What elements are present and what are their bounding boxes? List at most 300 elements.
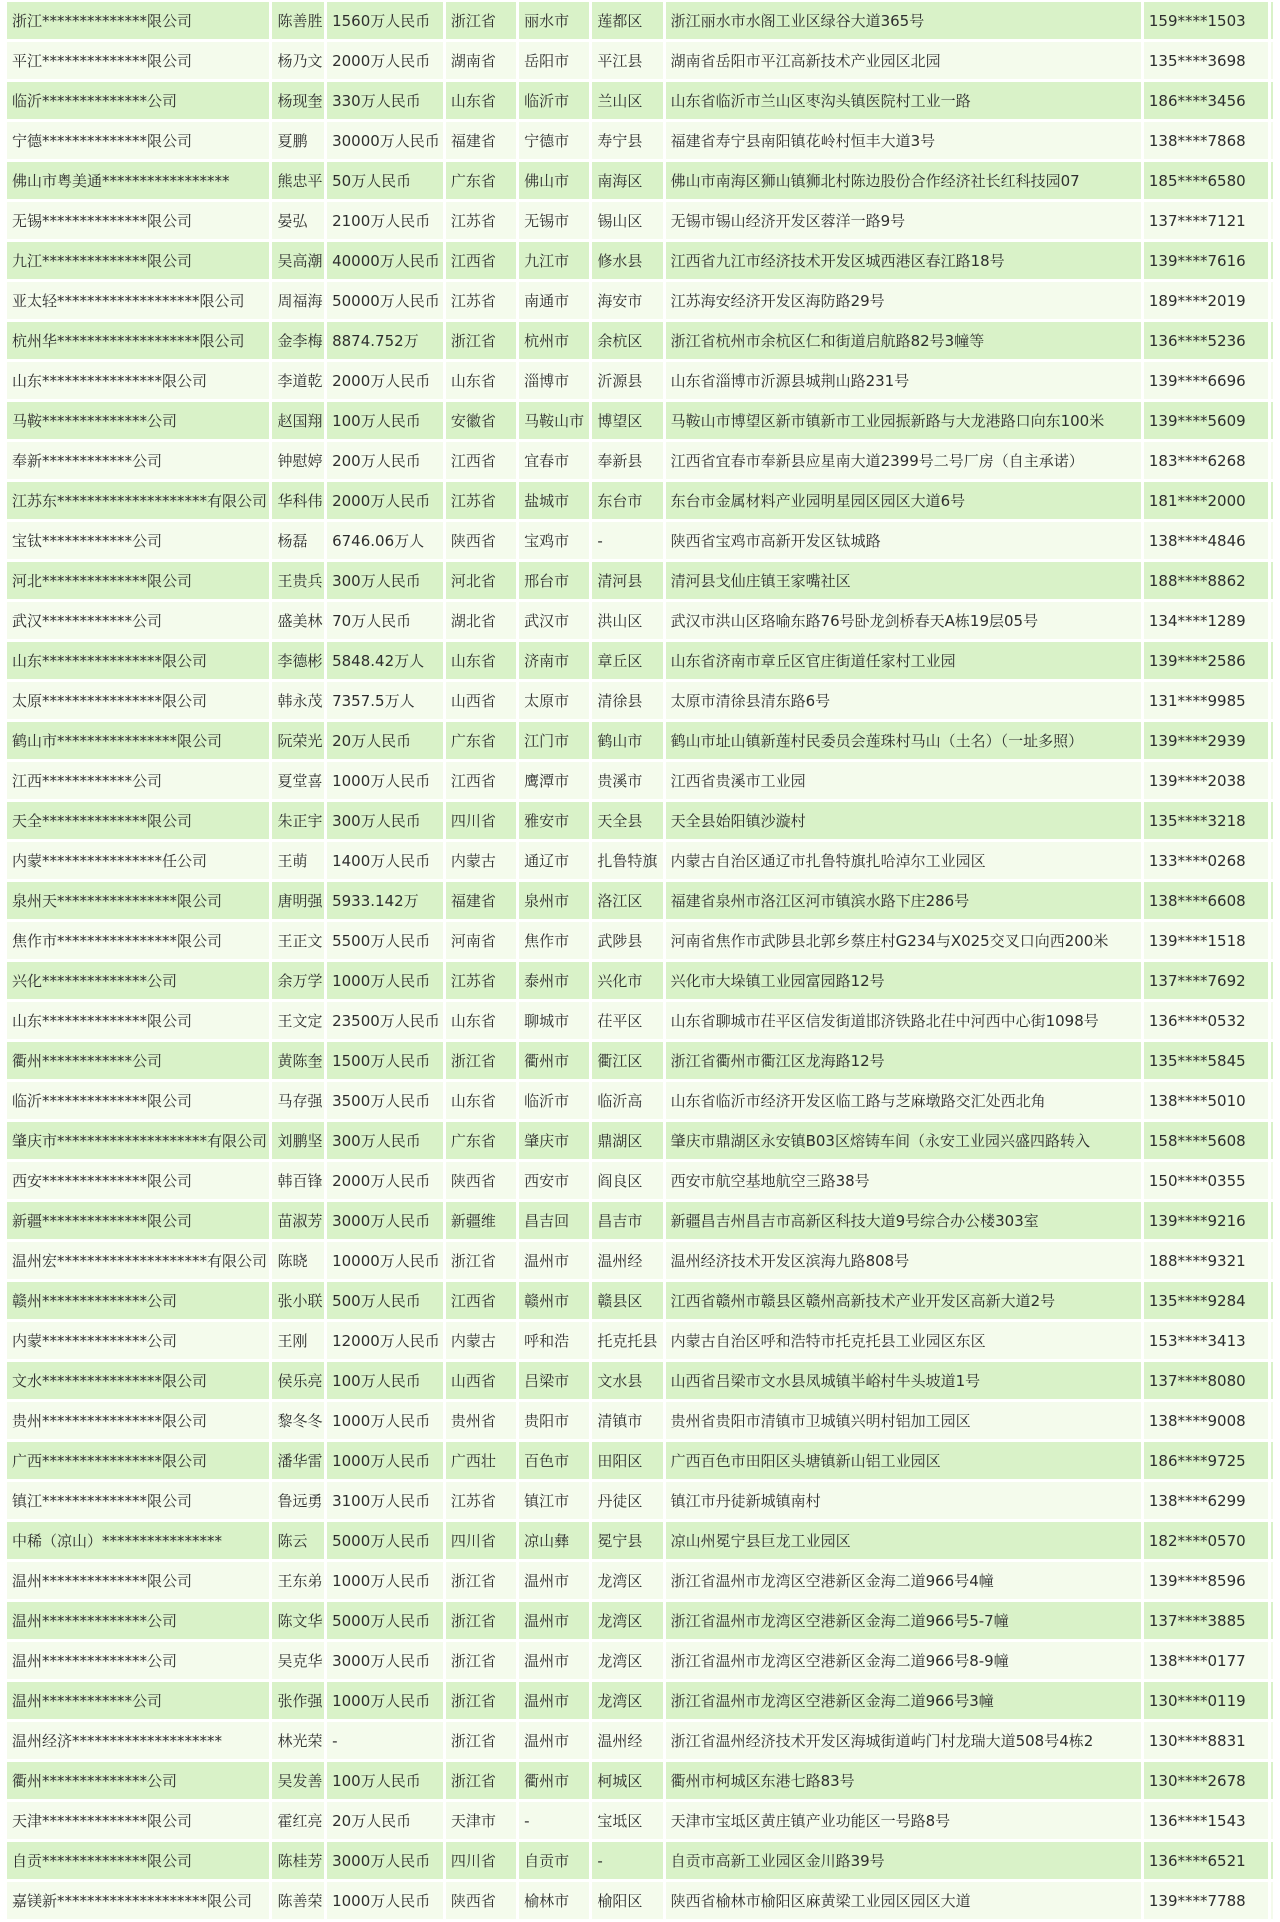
row-end-cell	[1271, 522, 1273, 559]
address-cell: 武汉市洪山区珞喻东路76号卧龙剑桥春天A栋19层05号	[666, 602, 1141, 639]
row-end-cell	[1271, 242, 1273, 279]
phone-cell: 135****3698	[1144, 42, 1268, 79]
table-row	[7, 882, 1273, 919]
registered-capital-cell: 1400万人民币	[327, 842, 443, 879]
table-row	[7, 1522, 1273, 1559]
province-cell: 山东省	[446, 82, 516, 119]
district-cell: 临沂高	[592, 1082, 662, 1119]
company-name-cell: 佛山市粤美通*****************	[7, 162, 269, 199]
district-cell: 奉新县	[592, 442, 662, 479]
table-row	[7, 802, 1273, 839]
province-cell: 浙江省	[446, 322, 516, 359]
company-name-cell: 赣州**************公司	[7, 1282, 269, 1319]
district-cell: 龙湾区	[592, 1682, 662, 1719]
address-cell: 衢州市柯城区东港七路83号	[666, 1762, 1141, 1799]
district-cell: 余杭区	[592, 322, 662, 359]
phone-cell: 139****1518	[1144, 922, 1268, 959]
registered-capital-cell: 2100万人民币	[327, 202, 443, 239]
phone-cell: 188****8862	[1144, 562, 1268, 599]
registered-capital-cell: 10000万人民币	[327, 1242, 443, 1279]
phone-cell: 135****3218	[1144, 802, 1268, 839]
city-cell: 马鞍山市	[519, 402, 589, 439]
row-end-cell	[1271, 1282, 1273, 1319]
province-cell: 天津市	[446, 1802, 516, 1839]
district-cell: 茌平区	[592, 1002, 662, 1039]
company-name-cell: 江西************公司	[7, 762, 269, 799]
table-row	[7, 1682, 1273, 1719]
phone-cell: 135****9284	[1144, 1282, 1268, 1319]
row-end-cell	[1271, 402, 1273, 439]
table-row	[7, 162, 1273, 199]
province-cell: 陕西省	[446, 522, 516, 559]
province-cell: 安徽省	[446, 402, 516, 439]
phone-cell: 139****2586	[1144, 642, 1268, 679]
row-end-cell	[1271, 202, 1273, 239]
company-name-cell: 焦作市****************限公司	[7, 922, 269, 959]
company-name-cell: 贵州****************限公司	[7, 1402, 269, 1439]
phone-cell: 186****3456	[1144, 82, 1268, 119]
legal-rep-cell: 刘鹏坚	[272, 1122, 324, 1159]
address-cell: 天津市宝坻区黄庄镇产业功能区一号路8号	[666, 1802, 1141, 1839]
district-cell: 鹤山市	[592, 722, 662, 759]
city-cell: 榆林市	[519, 1882, 589, 1919]
company-name-cell: 镇江**************限公司	[7, 1482, 269, 1519]
city-cell: 通辽市	[519, 842, 589, 879]
row-end-cell	[1271, 1442, 1273, 1479]
district-cell: 章丘区	[592, 642, 662, 679]
province-cell: 内蒙古	[446, 842, 516, 879]
province-cell: 内蒙古	[446, 1322, 516, 1359]
address-cell: 新疆昌吉州昌吉市高新区科技大道9号综合办公楼303室	[666, 1202, 1141, 1239]
row-end-cell	[1271, 282, 1273, 319]
district-cell: 平江县	[592, 42, 662, 79]
city-cell: 武汉市	[519, 602, 589, 639]
province-cell: 山东省	[446, 362, 516, 399]
legal-rep-cell: 林光荣	[272, 1722, 324, 1759]
company-name-cell: 温州**************限公司	[7, 1562, 269, 1599]
province-cell: 湖南省	[446, 42, 516, 79]
district-cell: 龙湾区	[592, 1562, 662, 1599]
row-end-cell	[1271, 1402, 1273, 1439]
row-end-cell	[1271, 842, 1273, 879]
phone-cell: 139****7616	[1144, 242, 1268, 279]
address-cell: 河南省焦作市武陟县北郭乡蔡庄村G234与X025交叉口向西200米	[666, 922, 1141, 959]
legal-rep-cell: 赵国翔	[272, 402, 324, 439]
registered-capital-cell: 100万人民币	[327, 1762, 443, 1799]
phone-cell: 181****2000	[1144, 482, 1268, 519]
province-cell: 江苏省	[446, 202, 516, 239]
registered-capital-cell: 8874.752万	[327, 322, 443, 359]
registered-capital-cell: 3000万人民币	[327, 1642, 443, 1679]
company-name-cell: 衢州**************公司	[7, 1762, 269, 1799]
district-cell: 龙湾区	[592, 1602, 662, 1639]
district-cell: 兴化市	[592, 962, 662, 999]
district-cell: 南海区	[592, 162, 662, 199]
address-cell: 浙江丽水市水阁工业区绿谷大道365号	[666, 2, 1141, 39]
registered-capital-cell: 40000万人民币	[327, 242, 443, 279]
registered-capital-cell: 100万人民币	[327, 1362, 443, 1399]
district-cell: 赣县区	[592, 1282, 662, 1319]
table-row	[7, 1882, 1273, 1919]
phone-cell: 135****5845	[1144, 1042, 1268, 1079]
address-cell: 佛山市南海区狮山镇狮北村陈边股份合作经济社长红科技园07	[666, 162, 1141, 199]
company-name-cell: 广西****************限公司	[7, 1442, 269, 1479]
province-cell: 广西壮	[446, 1442, 516, 1479]
company-name-cell: 嘉镁新********************限公司	[7, 1882, 269, 1919]
legal-rep-cell: 李德彬	[272, 642, 324, 679]
district-cell: 沂源县	[592, 362, 662, 399]
row-end-cell	[1271, 1642, 1273, 1679]
city-cell: 衢州市	[519, 1762, 589, 1799]
phone-cell: 138****6608	[1144, 882, 1268, 919]
city-cell: 淄博市	[519, 362, 589, 399]
city-cell: 佛山市	[519, 162, 589, 199]
district-cell: 海安市	[592, 282, 662, 319]
province-cell: 河北省	[446, 562, 516, 599]
phone-cell: 138****7868	[1144, 122, 1268, 159]
table-row	[7, 1722, 1273, 1759]
company-name-cell: 无锡**************限公司	[7, 202, 269, 239]
district-cell: 洛江区	[592, 882, 662, 919]
province-cell: 江苏省	[446, 282, 516, 319]
city-cell: 焦作市	[519, 922, 589, 959]
company-name-cell: 江苏东********************有限公司	[7, 482, 269, 519]
phone-cell: 138****5010	[1144, 1082, 1268, 1119]
company-name-cell: 浙江**************限公司	[7, 2, 269, 39]
row-end-cell	[1271, 562, 1273, 599]
registered-capital-cell: 23500万人民币	[327, 1002, 443, 1039]
address-cell: 山东省临沂市经济开发区临工路与芝麻墩路交汇处西北角	[666, 1082, 1141, 1119]
table-row	[7, 642, 1273, 679]
legal-rep-cell: 王东弟	[272, 1562, 324, 1599]
table-row	[7, 1322, 1273, 1359]
city-cell: 镇江市	[519, 1482, 589, 1519]
table-row	[7, 1042, 1273, 1079]
table-row	[7, 1642, 1273, 1679]
row-end-cell	[1271, 1322, 1273, 1359]
city-cell: 盐城市	[519, 482, 589, 519]
city-cell: 温州市	[519, 1562, 589, 1599]
registered-capital-cell: 300万人民币	[327, 1122, 443, 1159]
legal-rep-cell: 王刚	[272, 1322, 324, 1359]
registered-capital-cell: 5848.42万人	[327, 642, 443, 679]
phone-cell: 136****6521	[1144, 1842, 1268, 1879]
address-cell: 浙江省温州市龙湾区空港新区金海二道966号3幢	[666, 1682, 1141, 1719]
table-row	[7, 1122, 1273, 1159]
province-cell: 江苏省	[446, 1482, 516, 1519]
table-row	[7, 1442, 1273, 1479]
registered-capital-cell: 3000万人民币	[327, 1202, 443, 1239]
registered-capital-cell: 330万人民币	[327, 82, 443, 119]
company-name-cell: 新疆**************限公司	[7, 1202, 269, 1239]
company-name-cell: 内蒙**************公司	[7, 1322, 269, 1359]
row-end-cell	[1271, 1762, 1273, 1799]
row-end-cell	[1271, 362, 1273, 399]
row-end-cell	[1271, 1562, 1273, 1599]
phone-cell: 136****5236	[1144, 322, 1268, 359]
row-end-cell	[1271, 602, 1273, 639]
company-name-cell: 平江**************限公司	[7, 42, 269, 79]
legal-rep-cell: 陈桂芳	[272, 1842, 324, 1879]
city-cell: 雅安市	[519, 802, 589, 839]
province-cell: 山西省	[446, 1362, 516, 1399]
legal-rep-cell: 晏弘	[272, 202, 324, 239]
district-cell: -	[592, 522, 662, 559]
province-cell: 四川省	[446, 1842, 516, 1879]
phone-cell: 182****0570	[1144, 1522, 1268, 1559]
district-cell: 贵溪市	[592, 762, 662, 799]
row-end-cell	[1271, 1682, 1273, 1719]
registered-capital-cell: -	[327, 1722, 443, 1759]
address-cell: 福建省寿宁县南阳镇花岭村恒丰大道3号	[666, 122, 1141, 159]
province-cell: 福建省	[446, 122, 516, 159]
city-cell: 泰州市	[519, 962, 589, 999]
table-row	[7, 1162, 1273, 1199]
table-row	[7, 402, 1273, 439]
table-row	[7, 1842, 1273, 1879]
company-name-cell: 肇庆市********************有限公司	[7, 1122, 269, 1159]
legal-rep-cell: 马存强	[272, 1082, 324, 1119]
registered-capital-cell: 7357.5万人	[327, 682, 443, 719]
company-name-cell: 临沂**************限公司	[7, 1082, 269, 1119]
province-cell: 江西省	[446, 242, 516, 279]
city-cell: 邢台市	[519, 562, 589, 599]
phone-cell: 139****2939	[1144, 722, 1268, 759]
row-end-cell	[1271, 442, 1273, 479]
company-table	[4, 0, 1276, 1922]
table-row	[7, 1482, 1273, 1519]
registered-capital-cell: 30000万人民币	[327, 122, 443, 159]
district-cell: 衢江区	[592, 1042, 662, 1079]
registered-capital-cell: 200万人民币	[327, 442, 443, 479]
address-cell: 清河县戈仙庄镇王家嘴社区	[666, 562, 1141, 599]
phone-cell: 138****4846	[1144, 522, 1268, 559]
province-cell: 福建省	[446, 882, 516, 919]
table-row	[7, 82, 1273, 119]
city-cell: 呼和浩	[519, 1322, 589, 1359]
registered-capital-cell: 2000万人民币	[327, 362, 443, 399]
row-end-cell	[1271, 1722, 1273, 1759]
registered-capital-cell: 1500万人民币	[327, 1042, 443, 1079]
city-cell: 西安市	[519, 1162, 589, 1199]
legal-rep-cell: 王萌	[272, 842, 324, 879]
table-row	[7, 362, 1273, 399]
table-row	[7, 682, 1273, 719]
legal-rep-cell: 唐明强	[272, 882, 324, 919]
company-name-cell: 温州**************公司	[7, 1602, 269, 1639]
district-cell: -	[592, 1842, 662, 1879]
row-end-cell	[1271, 1842, 1273, 1879]
row-end-cell	[1271, 1162, 1273, 1199]
company-name-cell: 温州**************公司	[7, 1642, 269, 1679]
province-cell: 江苏省	[446, 482, 516, 519]
company-name-cell: 温州宏********************有限公司	[7, 1242, 269, 1279]
legal-rep-cell: 侯乐亮	[272, 1362, 324, 1399]
address-cell: 浙江省温州市龙湾区空港新区金海二道966号5-7幢	[666, 1602, 1141, 1639]
legal-rep-cell: 王正文	[272, 922, 324, 959]
legal-rep-cell: 鲁远勇	[272, 1482, 324, 1519]
table-row	[7, 122, 1273, 159]
table-row	[7, 842, 1273, 879]
address-cell: 江西省赣州市赣县区赣州高新技术产业开发区高新大道2号	[666, 1282, 1141, 1319]
registered-capital-cell: 20万人民币	[327, 722, 443, 759]
legal-rep-cell: 陈云	[272, 1522, 324, 1559]
table-row	[7, 722, 1273, 759]
province-cell: 浙江省	[446, 1242, 516, 1279]
address-cell: 浙江省杭州市余杭区仁和街道启航路82号3幢等	[666, 322, 1141, 359]
city-cell: 岳阳市	[519, 42, 589, 79]
phone-cell: 139****8596	[1144, 1562, 1268, 1599]
company-name-cell: 武汉************公司	[7, 602, 269, 639]
legal-rep-cell: 黄陈奎	[272, 1042, 324, 1079]
phone-cell: 188****9321	[1144, 1242, 1268, 1279]
legal-rep-cell: 余万学	[272, 962, 324, 999]
row-end-cell	[1271, 642, 1273, 679]
city-cell: 温州市	[519, 1682, 589, 1719]
city-cell: 贵阳市	[519, 1402, 589, 1439]
table-row	[7, 522, 1273, 559]
company-name-cell: 亚太轻*******************限公司	[7, 282, 269, 319]
city-cell: 温州市	[519, 1602, 589, 1639]
table-row	[7, 922, 1273, 959]
table-row	[7, 602, 1273, 639]
address-cell: 湖南省岳阳市平江高新技术产业园区北园	[666, 42, 1141, 79]
row-end-cell	[1271, 2, 1273, 39]
legal-rep-cell: 陈文华	[272, 1602, 324, 1639]
phone-cell: 153****3413	[1144, 1322, 1268, 1359]
phone-cell: 137****8080	[1144, 1362, 1268, 1399]
registered-capital-cell: 100万人民币	[327, 402, 443, 439]
row-end-cell	[1271, 1802, 1273, 1839]
city-cell: 临沂市	[519, 1082, 589, 1119]
company-name-cell: 马鞍**************公司	[7, 402, 269, 439]
city-cell: 宁德市	[519, 122, 589, 159]
legal-rep-cell: 韩百锋	[272, 1162, 324, 1199]
registered-capital-cell: 1000万人民币	[327, 1402, 443, 1439]
district-cell: 扎鲁特旗	[592, 842, 662, 879]
address-cell: 太原市清徐县清东路6号	[666, 682, 1141, 719]
company-name-cell: 临沂**************公司	[7, 82, 269, 119]
legal-rep-cell: 王贵兵	[272, 562, 324, 599]
address-cell: 东台市金属材料产业园明星园区园区大道6号	[666, 482, 1141, 519]
phone-cell: 137****3885	[1144, 1602, 1268, 1639]
row-end-cell	[1271, 1522, 1273, 1559]
district-cell: 寿宁县	[592, 122, 662, 159]
company-name-cell: 杭州华*******************限公司	[7, 322, 269, 359]
phone-cell: 137****7121	[1144, 202, 1268, 239]
registered-capital-cell: 1000万人民币	[327, 762, 443, 799]
province-cell: 广东省	[446, 1122, 516, 1159]
legal-rep-cell: 潘华雷	[272, 1442, 324, 1479]
district-cell: 博望区	[592, 402, 662, 439]
row-end-cell	[1271, 682, 1273, 719]
province-cell: 浙江省	[446, 1682, 516, 1719]
address-cell: 浙江省衢州市衢江区龙海路12号	[666, 1042, 1141, 1079]
registered-capital-cell: 3500万人民币	[327, 1082, 443, 1119]
province-cell: 广东省	[446, 722, 516, 759]
table-row	[7, 202, 1273, 239]
province-cell: 四川省	[446, 802, 516, 839]
row-end-cell	[1271, 802, 1273, 839]
row-end-cell	[1271, 1202, 1273, 1239]
legal-rep-cell: 王文定	[272, 1002, 324, 1039]
row-end-cell	[1271, 1482, 1273, 1519]
address-cell: 鹤山市址山镇新莲村民委员会莲珠村马山（土名）（一址多照）	[666, 722, 1141, 759]
registered-capital-cell: 1000万人民币	[327, 1562, 443, 1599]
province-cell: 江西省	[446, 1282, 516, 1319]
legal-rep-cell: 盛美林	[272, 602, 324, 639]
company-name-cell: 中稀（凉山）****************	[7, 1522, 269, 1559]
company-name-cell: 九江**************限公司	[7, 242, 269, 279]
table-row	[7, 1202, 1273, 1239]
phone-cell: 138****9008	[1144, 1402, 1268, 1439]
registered-capital-cell: 6746.06万人	[327, 522, 443, 559]
company-name-cell: 鹤山市****************限公司	[7, 722, 269, 759]
table-row	[7, 442, 1273, 479]
row-end-cell	[1271, 762, 1273, 799]
row-end-cell	[1271, 922, 1273, 959]
city-cell: 肇庆市	[519, 1122, 589, 1159]
province-cell: 江西省	[446, 442, 516, 479]
province-cell: 江苏省	[446, 962, 516, 999]
company-list-sheet	[4, 0, 1276, 1922]
province-cell: 浙江省	[446, 1762, 516, 1799]
province-cell: 浙江省	[446, 2, 516, 39]
city-cell: 泉州市	[519, 882, 589, 919]
company-name-cell: 兴化**************公司	[7, 962, 269, 999]
city-cell: 太原市	[519, 682, 589, 719]
city-cell: 杭州市	[519, 322, 589, 359]
registered-capital-cell: 70万人民币	[327, 602, 443, 639]
district-cell: 温州经	[592, 1722, 662, 1759]
row-end-cell	[1271, 962, 1273, 999]
table-row	[7, 42, 1273, 79]
address-cell: 山东省聊城市茌平区信发街道邯济铁路北茌中河西中心街1098号	[666, 1002, 1141, 1039]
province-cell: 新疆维	[446, 1202, 516, 1239]
city-cell: 宝鸡市	[519, 522, 589, 559]
province-cell: 广东省	[446, 162, 516, 199]
city-cell: 九江市	[519, 242, 589, 279]
address-cell: 镇江市丹徒新城镇南村	[666, 1482, 1141, 1519]
district-cell: 清徐县	[592, 682, 662, 719]
company-name-cell: 自贡**************限公司	[7, 1842, 269, 1879]
address-cell: 温州经济技术开发区滨海九路808号	[666, 1242, 1141, 1279]
address-cell: 内蒙古自治区通辽市扎鲁特旗扎哈淖尔工业园区	[666, 842, 1141, 879]
city-cell: 南通市	[519, 282, 589, 319]
legal-rep-cell: 杨磊	[272, 522, 324, 559]
district-cell: 丹徒区	[592, 1482, 662, 1519]
legal-rep-cell: 杨现奎	[272, 82, 324, 119]
city-cell: 凉山彝	[519, 1522, 589, 1559]
city-cell: 赣州市	[519, 1282, 589, 1319]
phone-cell: 185****6580	[1144, 162, 1268, 199]
city-cell: 江门市	[519, 722, 589, 759]
city-cell: 聊城市	[519, 1002, 589, 1039]
legal-rep-cell: 吴发善	[272, 1762, 324, 1799]
legal-rep-cell: 周福海	[272, 282, 324, 319]
address-cell: 山西省吕梁市文水县凤城镇半峪村牛头坡道1号	[666, 1362, 1141, 1399]
address-cell: 贵州省贵阳市清镇市卫城镇兴明村铝加工园区	[666, 1402, 1141, 1439]
registered-capital-cell: 50万人民币	[327, 162, 443, 199]
city-cell: 临沂市	[519, 82, 589, 119]
city-cell: 温州市	[519, 1722, 589, 1759]
province-cell: 河南省	[446, 922, 516, 959]
district-cell: 武陟县	[592, 922, 662, 959]
legal-rep-cell: 熊忠平	[272, 162, 324, 199]
district-cell: 榆阳区	[592, 1882, 662, 1919]
legal-rep-cell: 韩永茂	[272, 682, 324, 719]
table-row	[7, 1762, 1273, 1799]
